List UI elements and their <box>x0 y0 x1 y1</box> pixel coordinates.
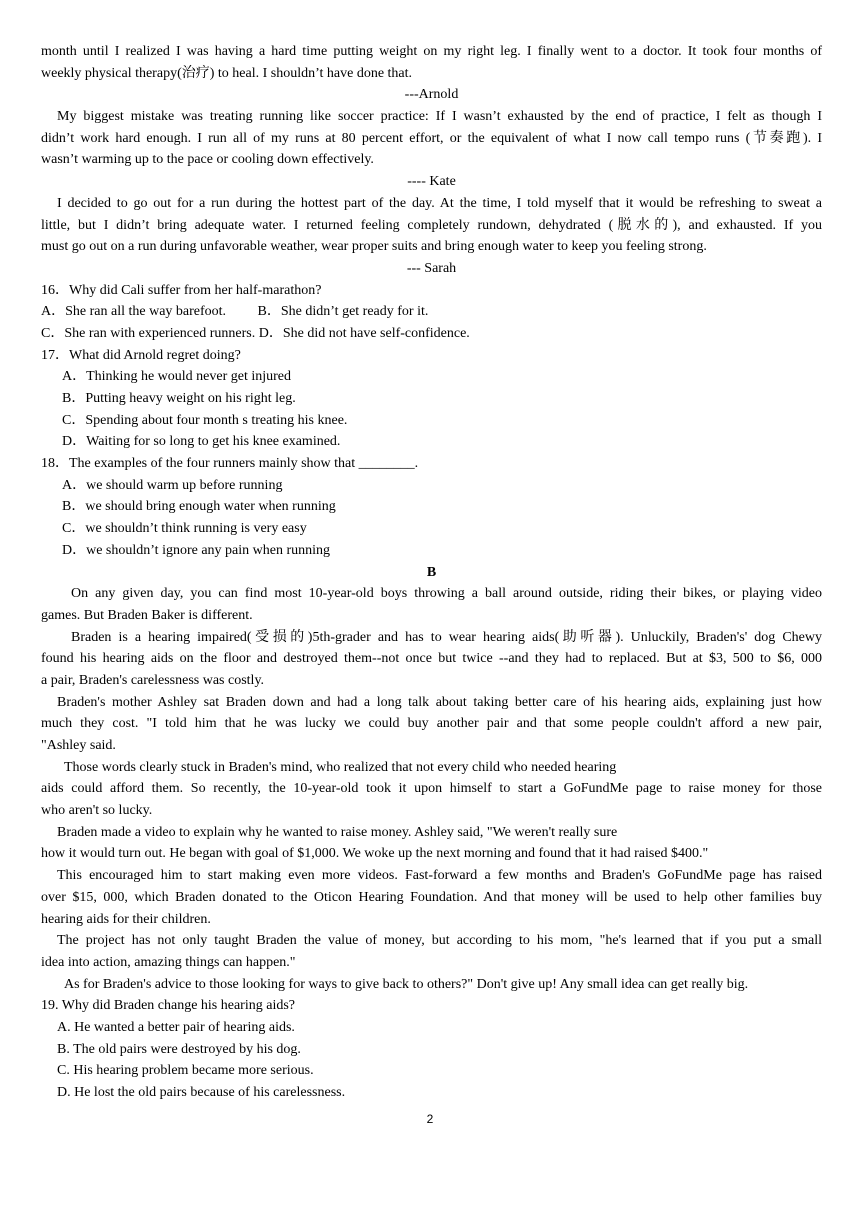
text-line: ---- Kate <box>407 174 456 190</box>
document-page <box>41 41 822 1104</box>
text-line: "Ashley said. <box>41 738 116 753</box>
text-line: B．Putting heavy weight on his right leg. <box>62 391 296 406</box>
text-line: 17．What did Arnold regret doing? <box>41 347 241 363</box>
text-line: On any given day, you can find most 10-year-old boys throwing a ball around outside, riding their bikes, or playing video <box>71 586 822 602</box>
text-line: --- Sarah <box>406 260 457 276</box>
text-line: hearing aids for their children. <box>41 911 211 927</box>
text-line: C. His hearing problem became more serious. <box>57 1063 314 1079</box>
text-line: over $15, 000, which Braden donated to the Oticon Hearing Foundation. And that money will be used to help other families buy <box>41 889 822 905</box>
text-line: A．She ran all the way barefoot. B．She didn’t get ready for it. <box>41 304 429 320</box>
text-line: must go out on a run during unfavorable weather, wear proper suits and bring enough water to keep you feeling strong. <box>41 239 707 255</box>
text-line: Braden is a hearing impaired(受损的)5th-grader and has to wear hearing aids(助听器). Unluckily, Braden's' dog Chewy <box>71 629 822 645</box>
text-line: month until I realized I was having a hard time putting weight on my right leg. I finally went to a doctor. It took four months of <box>41 44 822 59</box>
text-line: B．we should bring enough water when running <box>62 499 336 515</box>
text-line: A. He wanted a better pair of hearing aids. <box>57 1019 295 1035</box>
text-line: B. The old pairs were destroyed by his dog. <box>57 1041 301 1057</box>
text-line: A．we should warm up before running <box>62 477 283 493</box>
text-line: C．we shouldn’t think running is very easy <box>62 521 307 537</box>
text-line: didn’t work hard enough. I run all of my runs at 80 percent effort, or the equivalent of what I now call tempo runs (节奏跑). I <box>41 130 822 146</box>
page-number: 2 <box>426 1112 434 1126</box>
text-line: 19. Why did Braden change his hearing aids? <box>41 998 296 1014</box>
text-line: As for Braden's advice to those looking for ways to give back to others?" Don't give up! Any small idea can get really big. <box>64 976 749 992</box>
text-line: ---Arnold <box>404 87 459 103</box>
text-line: weekly physical therapy(治疗) to heal. I shouldn’t have done that. <box>41 65 413 81</box>
text-line: D. He lost the old pairs because of his carelessness. <box>57 1085 346 1100</box>
text-line: found his hearing aids on the floor and destroyed them--not once but twice --and they had to replaced. But at $3, 500 to $6, 000 <box>41 651 822 667</box>
text-line: a pair, Braden's carelessness was costly. <box>41 672 265 688</box>
text-line: B <box>426 564 437 580</box>
text-line: games. But Braden Baker is different. <box>41 607 253 623</box>
text-line: who aren't so lucky. <box>41 803 153 819</box>
text-line: D．we shouldn’t ignore any pain when running <box>62 542 331 558</box>
text-line: much they cost. "I told him that he was lucky we could buy another pair and that some people couldn't afford a new pair, <box>41 716 822 732</box>
text-line: D．Waiting for so long to get his knee examined. <box>62 434 341 450</box>
text-line: 16．Why did Cali suffer from her half-marathon? <box>41 282 322 298</box>
text-line: C．She ran with experienced runners. D．She did not have self-confidence. <box>41 325 470 341</box>
text-line: little, but I didn’t bring adequate water. I returned feeling completely rundown, dehydrated (脱水的), and exhausted. If you <box>41 217 822 233</box>
text-line: A．Thinking he would never get injured <box>62 369 292 385</box>
text-line: how it would turn out. He began with goal of $1,000. We woke up the next morning and found that it had raised $400." <box>41 846 709 862</box>
text-line: This encouraged him to start making even more videos. Fast-forward a few months and Braden's GoFundMe page has raised <box>57 868 822 884</box>
text-line: Braden's mother Ashley sat Braden down and had a long talk about taking better care of his hearing aids, explaining just how <box>57 694 822 710</box>
text-line: C．Spending about four month s treating his knee. <box>62 412 348 428</box>
text-line: Braden made a video to explain why he wanted to raise money. Ashley said, "We weren't really sure <box>57 824 618 840</box>
text-line: My biggest mistake was treating running like soccer practice: If I wasn’t exhausted by the end of practice, I felt as though I <box>57 109 822 125</box>
text-line: 18．The examples of the four runners mainly show that ________. <box>41 456 419 472</box>
text-line: aids could afford them. So recently, the 10-year-old took it upon himself to start a GoFundMe page to raise money for those <box>41 781 822 797</box>
text-line: idea into action, amazing things can happen." <box>41 954 296 970</box>
text-line: wasn’t warming up to the pace or cooling down effectively. <box>41 152 374 168</box>
text-line: Those words clearly stuck in Braden's mind, who realized that not every child who needed hearing <box>64 759 617 775</box>
text-line: I decided to go out for a run during the hottest part of the day. At the time, I told myself that it would be refreshing to sweat a <box>57 195 822 211</box>
text-line: The project has not only taught Braden the value of money, but according to his mom, "he's learned that if you put a small <box>57 933 822 949</box>
